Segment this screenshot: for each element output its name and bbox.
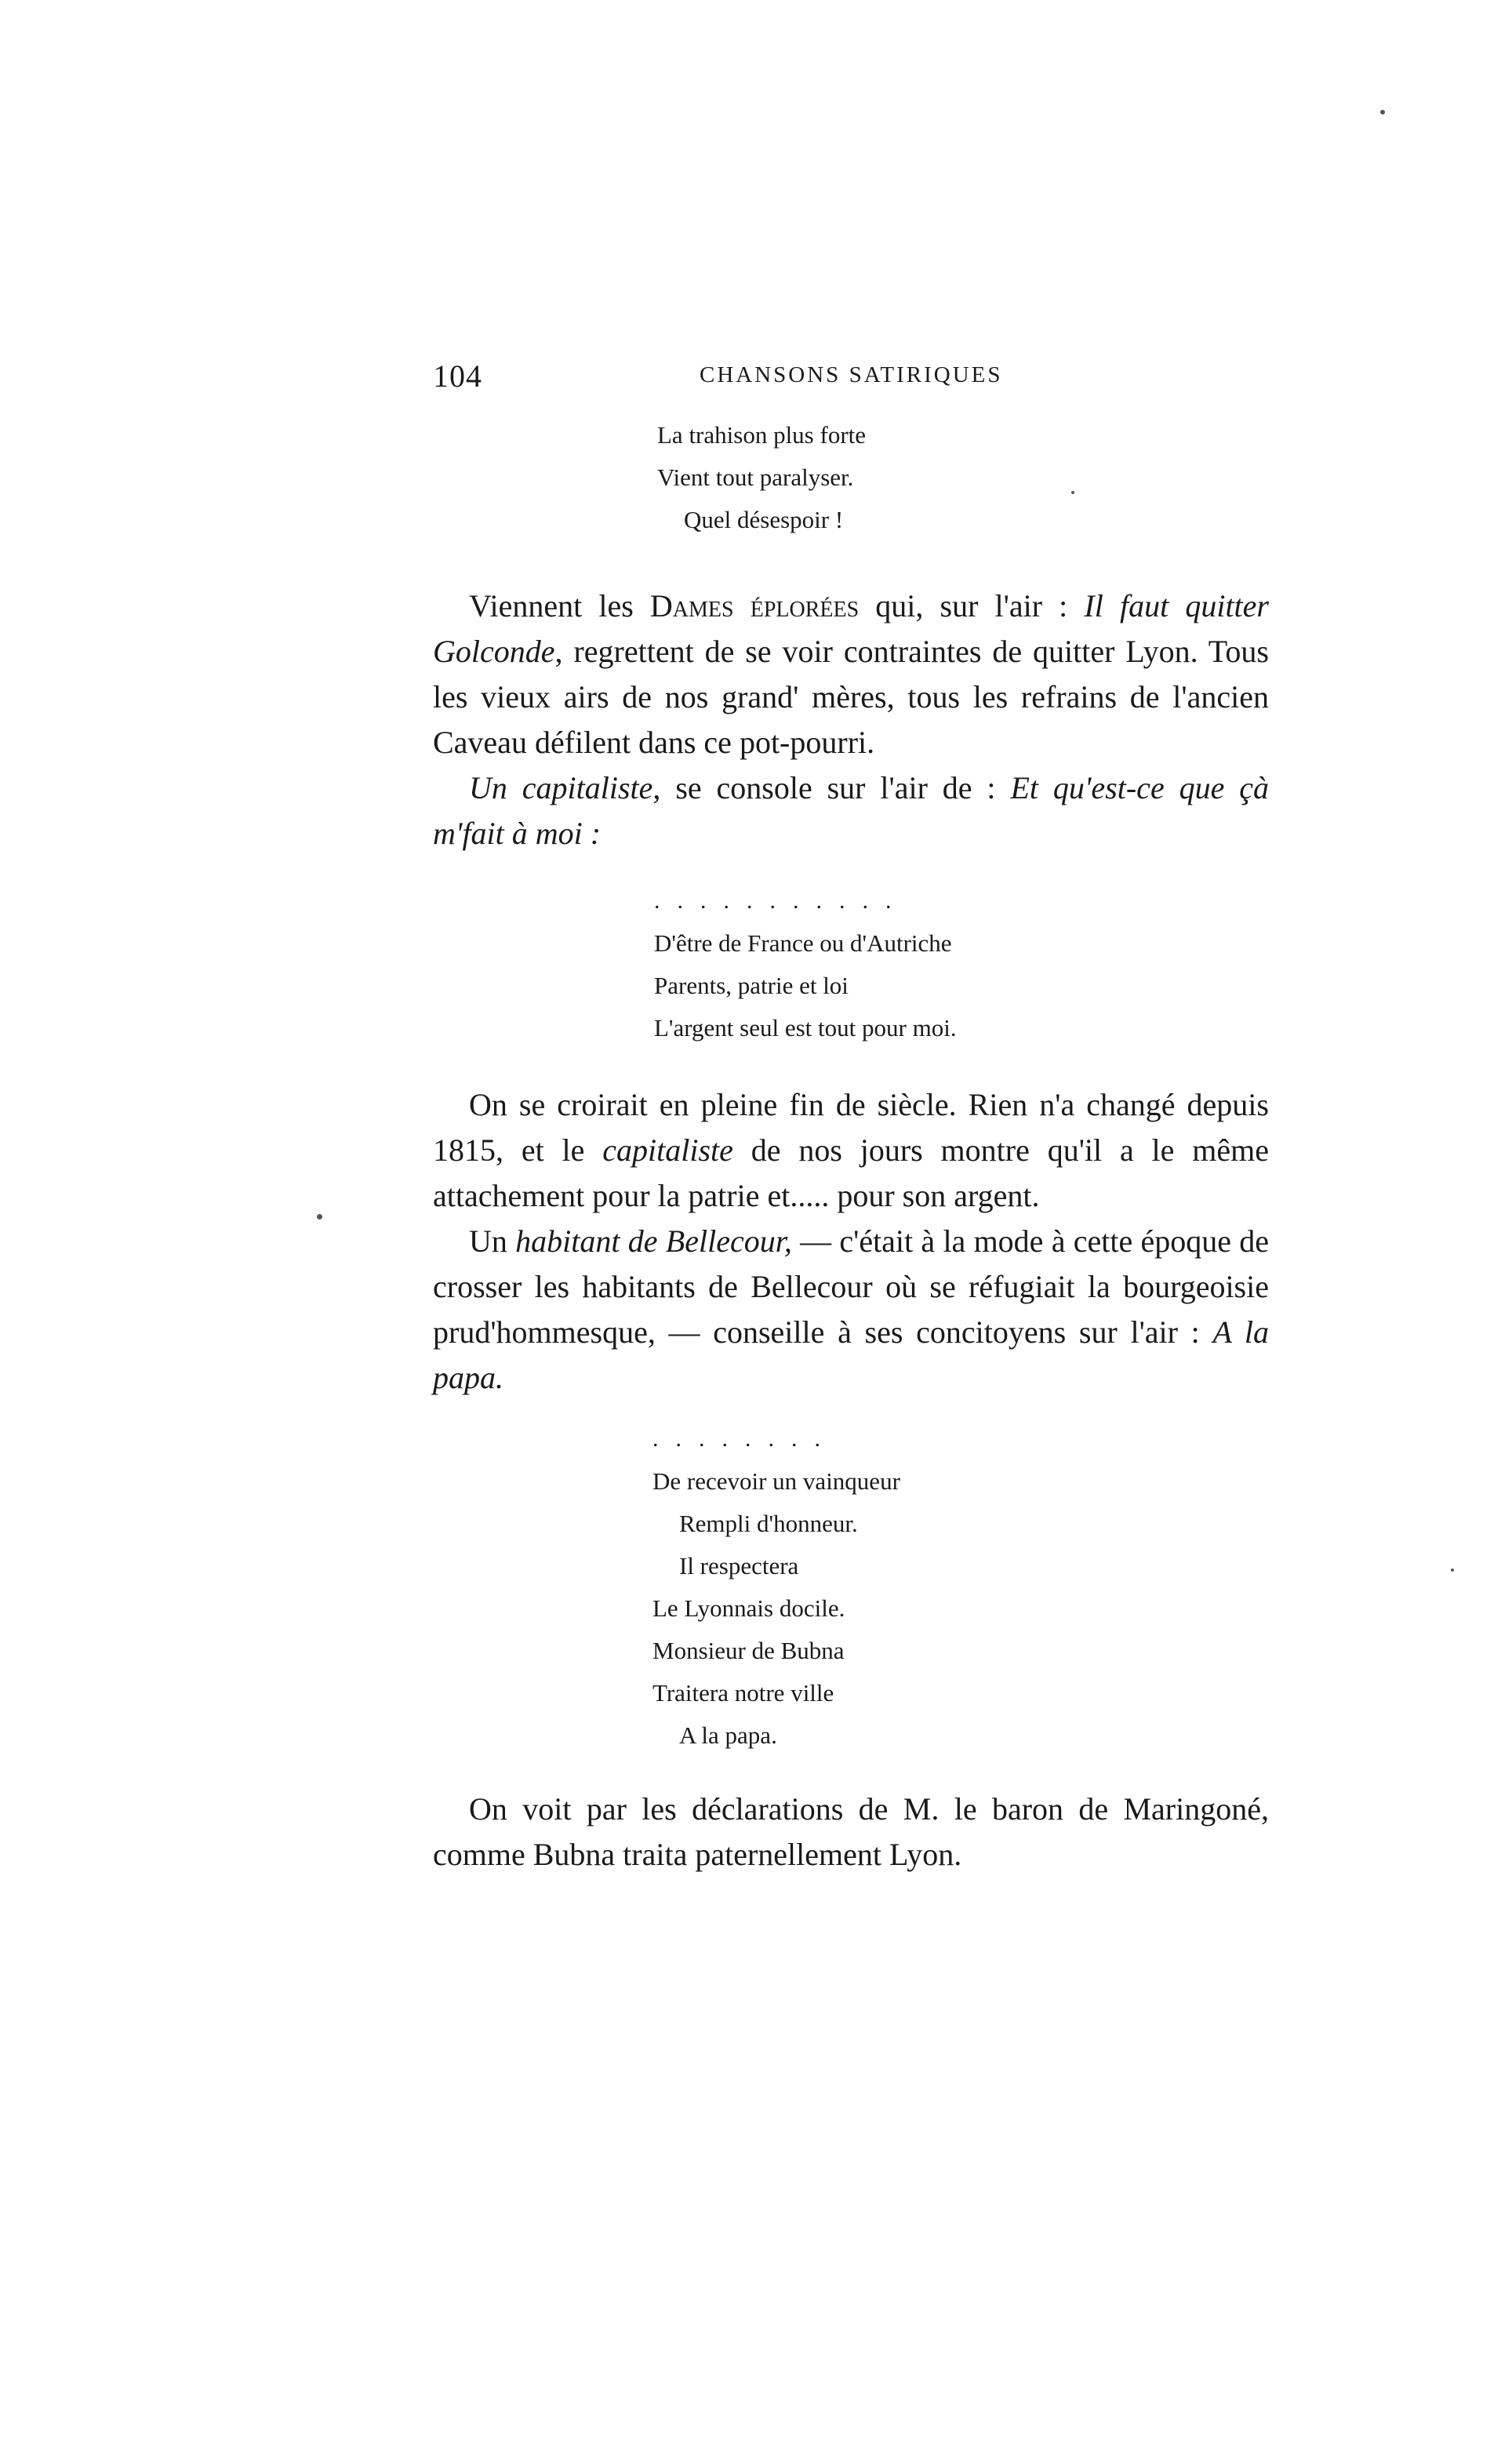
verse-line: L'argent seul est tout pour moi. xyxy=(654,1014,957,1041)
scan-speck xyxy=(317,1214,322,1220)
verse-line: Il respectera xyxy=(679,1552,799,1579)
verse-line: Traitera notre ville xyxy=(652,1679,834,1707)
prose-block-1 xyxy=(433,583,1269,856)
paragraph: Un capitaliste, se console sur l'air de : Et qu'est-ce que çà m'fait à moi : xyxy=(433,770,1269,851)
verse-block-2 xyxy=(654,880,957,1049)
scan-speck xyxy=(1380,110,1385,115)
verse-line: De recevoir un vainqueur xyxy=(652,1467,900,1495)
paragraph: On se croirait en pleine fin de siècle. Rien n'a changé depuis 1815, et le capitaliste de nos jours montre qu'il a le même attachement pour la patrie et..... pour son argent. xyxy=(433,1087,1269,1213)
verse-line: Parents, patrie et loi xyxy=(654,972,849,999)
paragraph: On voit par les déclarations de M. le baron de Maringoné, comme Bubna traita paternellement Lyon. xyxy=(433,1791,1269,1872)
verse-line: Monsieur de Bubna xyxy=(652,1637,845,1664)
scan-speck xyxy=(1071,491,1074,494)
verse-line: Vient tout paralyser. xyxy=(657,463,854,491)
verse-block-3 xyxy=(652,1418,900,1757)
page-header xyxy=(433,358,1272,397)
verse-line: La trahison plus forte xyxy=(657,421,867,449)
prose-block-3 xyxy=(433,1787,1269,1878)
verse-line: Le Lyonnais docile. xyxy=(652,1594,845,1622)
verse-line: A la papa. xyxy=(679,1721,777,1749)
page-number: 104 xyxy=(433,358,482,394)
verse-line: Rempli d'honneur. xyxy=(679,1510,858,1537)
paragraph: Viennent les Dames éplorées qui, sur l'air : Il faut quitter Golconde, regrettent de se voir contraintes de quitter Lyon. Tous les vieux airs de nos grand' mères, tous les refrains de l'ancien Caveau défilent dans ce pot-pourri. xyxy=(433,588,1269,760)
ellipsis-row: ........... xyxy=(654,888,909,914)
running-title: CHANSONS SATIRIQUES xyxy=(700,362,1003,387)
verse-line: Quel désespoir ! xyxy=(684,506,844,533)
verse-block-1 xyxy=(657,414,866,541)
ellipsis-row: ........ xyxy=(652,1426,838,1452)
prose-block-2 xyxy=(433,1082,1269,1401)
verse-line: D'être de France ou d'Autriche xyxy=(654,929,952,957)
paragraph: Un habitant de Bellecour, — c'était à la mode à cette époque de crosser les habitants de Bellecour où se réfugiait la bourgeoisie prud'hommesque, — conseille à ses concitoyens sur l'air : A la papa. xyxy=(433,1223,1270,1395)
scan-speck xyxy=(1451,1569,1454,1572)
